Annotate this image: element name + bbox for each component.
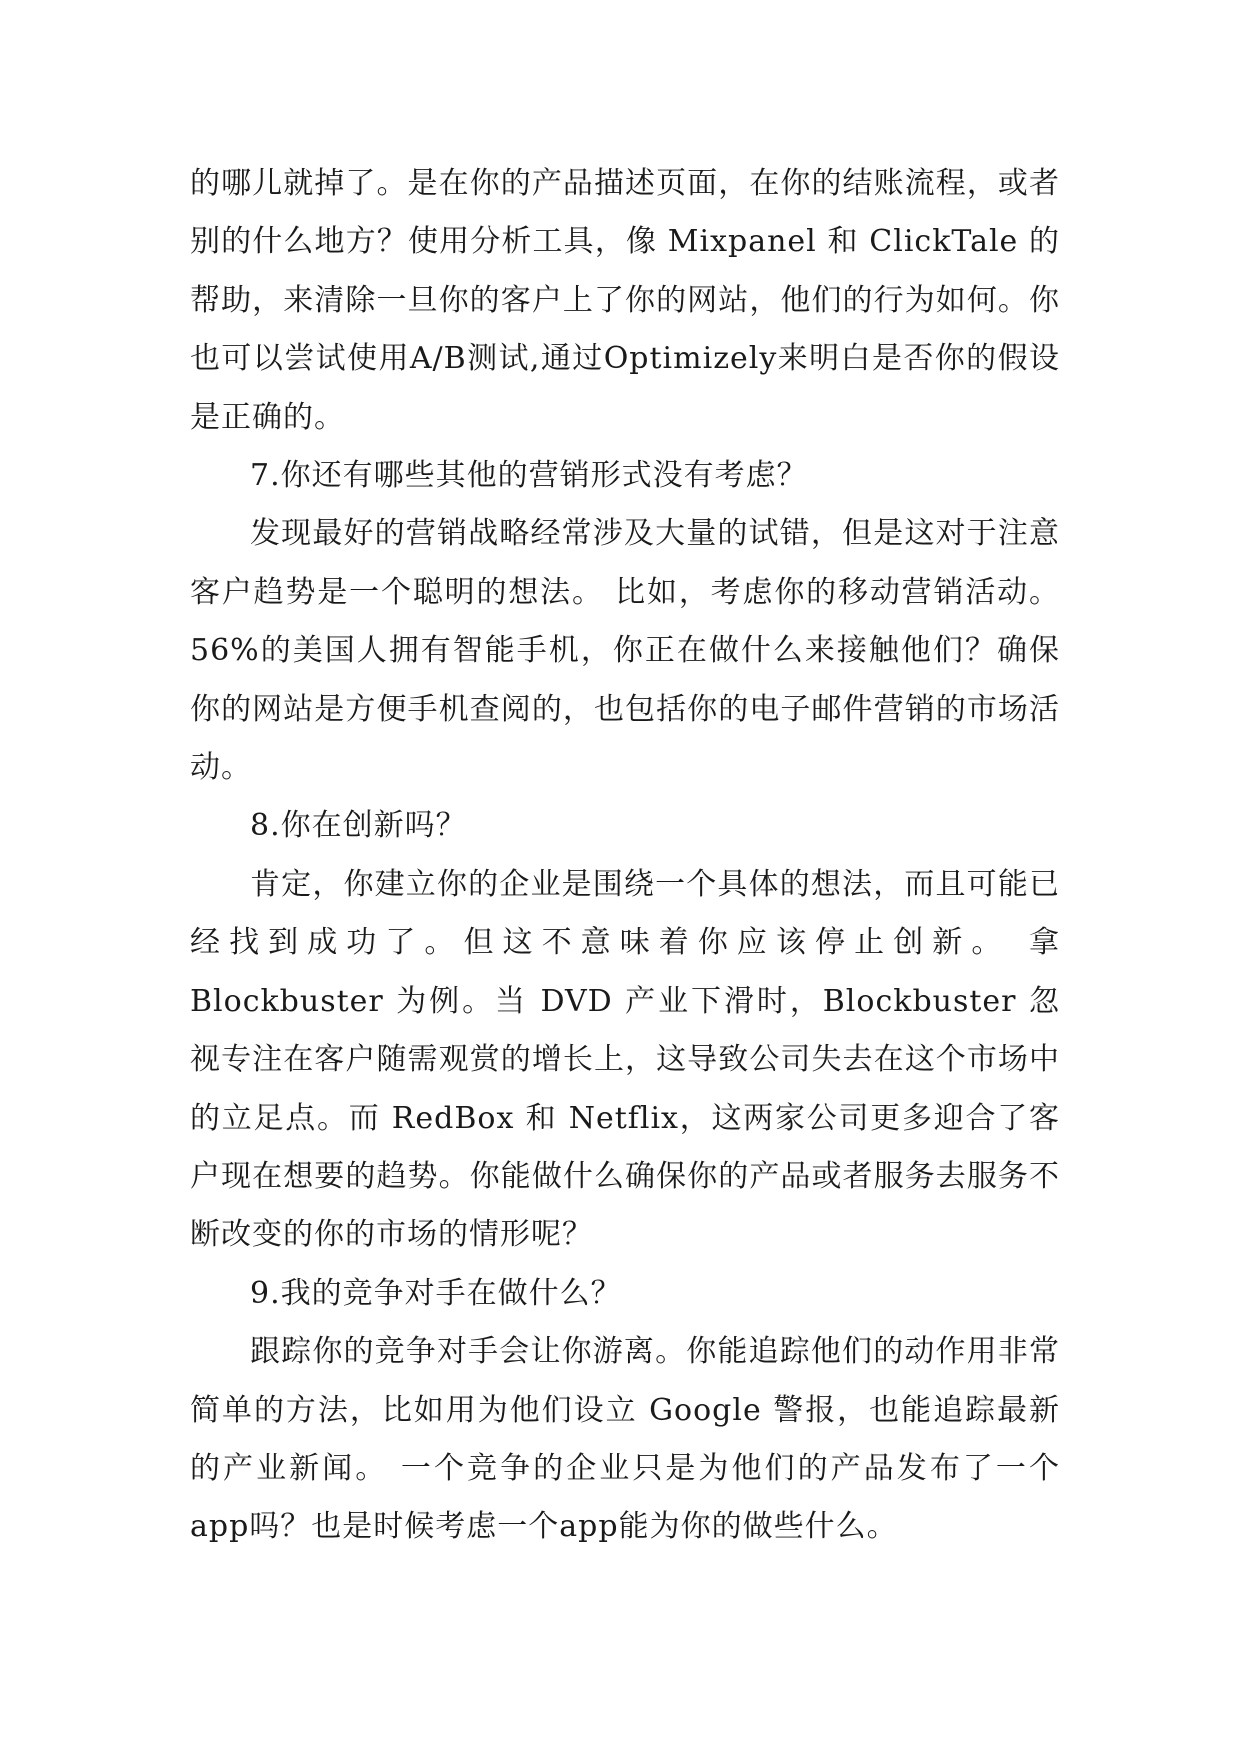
heading-question-9: 9.我的竞争对手在做什么？: [250, 1275, 622, 1311]
document-page: [190, 155, 1060, 1557]
paragraph-innovation: 肯定，你建立你的企业是围绕一个具体的想法，而且可能已经找到成功了。但这不意味着你应该停止创新。 拿 Blockbuster 为例。当 DVD 产业下滑时，Blockbuster 忽视专注在客户随需观赏的增长上，这导致公司失去在这个市场中的立足点。而 RedBox 和 Netflix，这两家公司更多迎合了客户现在想要的趋势。你能做什么确保你的产品或者服务去服务不断改变的你的市场的情形呢？: [190, 866, 1060, 1253]
paragraph-marketing: 发现最好的营销战略经常涉及大量的试错，但是这对于注意客户趋势是一个聪明的想法。 比如，考虑你的移动营销活动。56%的美国人拥有智能手机，你正在做什么来接触他们？确保你的网站是方便手机查阅的，也包括你的电子邮件营销的市场活动。: [190, 516, 1060, 786]
heading-question-8: 8.你在创新吗？: [250, 808, 467, 844]
heading-question-7: 7.你还有哪些其他的营销形式没有考虑？: [250, 458, 808, 494]
paragraph-competitors: 跟踪你的竞争对手会让你游离。你能追踪他们的动作用非常简单的方法，比如用为他们设立 Google 警报，也能追踪最新的产业新闻。 一个竞争的企业只是为他们的产品发布了一个app吗？也是时候考虑一个app能为你的做些什么。: [190, 1334, 1060, 1545]
paragraph-continuation: 的哪儿就掉了。是在你的产品描述页面，在你的结账流程，或者别的什么地方？使用分析工具，像 Mixpanel 和 ClickTale 的帮助，来清除一旦你的客户上了你的网站，他们的行为如何。你也可以尝试使用A/B测试,通过Optimizely来明白是否你的假设是正确的。: [190, 166, 1060, 435]
